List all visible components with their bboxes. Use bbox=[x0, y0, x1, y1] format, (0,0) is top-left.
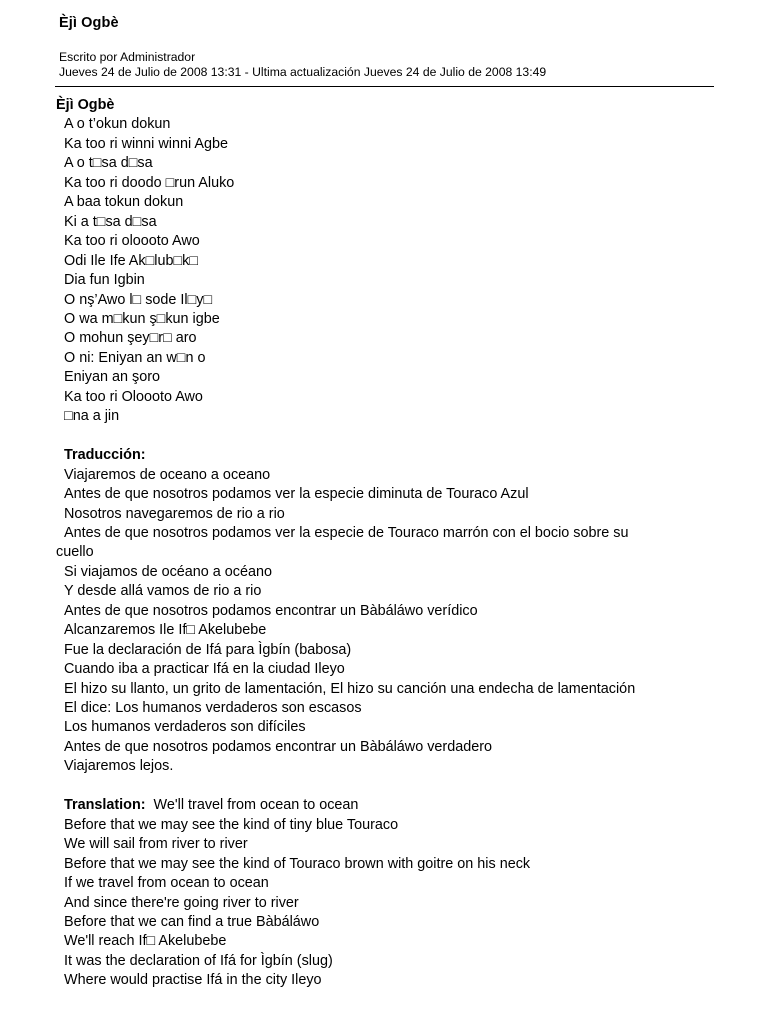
english-line: Before that we may see the kind of Touraco brown with goitre on his neck bbox=[64, 855, 531, 872]
verse-line: Odi Ile Ife Ak□lub□k□ bbox=[64, 252, 199, 269]
verse-line: Dia fun Igbin bbox=[64, 272, 145, 289]
date-line: Jueves 24 de Julio de 2008 13:31 - Ultima actualización Jueves 24 de Julio de 2008 13:49 bbox=[59, 65, 547, 79]
paragraph-gap bbox=[56, 427, 736, 446]
spanish-line: Fue la declaración de Ifá para Ìgbín (babosa) bbox=[64, 641, 352, 658]
english-line: If we travel from ocean to ocean bbox=[64, 875, 269, 892]
verse-line: A o t’okun dokun bbox=[64, 116, 171, 133]
spanish-line: Viajaremos de oceano a oceano bbox=[64, 466, 271, 483]
verse-line: O ni: Eniyan an w□n o bbox=[64, 349, 206, 366]
english-line: We'll reach If□ Akelubebe bbox=[64, 933, 227, 950]
spanish-line: El dice: Los humanos verdaderos son escasos bbox=[64, 700, 362, 717]
author-line: Escrito por Administrador bbox=[59, 50, 196, 64]
verse-line: O wa m□kun ş□kun igbe bbox=[64, 310, 220, 327]
article-body bbox=[56, 96, 736, 991]
verse-line: Ka too ri oloooto Awo bbox=[64, 233, 200, 250]
spanish-line: Si viajamos de océano a océano bbox=[64, 563, 273, 580]
spanish-line: Antes de que nosotros podamos ver la especie diminuta de Touraco Azul bbox=[64, 486, 529, 503]
verse-line: O mohun şey□r□ aro bbox=[64, 330, 197, 347]
document-title: Èjì Ogbè bbox=[59, 15, 119, 31]
english-heading: Translation: bbox=[64, 797, 146, 814]
verse-line: Ka too ri Oloooto Awo bbox=[64, 388, 203, 405]
spanish-line: Antes de que nosotros podamos ver la especie de Touraco marrón con el bocio sobre su bbox=[64, 524, 629, 541]
english-first-line bbox=[56, 796, 736, 815]
paragraph-gap bbox=[56, 777, 736, 796]
spanish-line: El hizo su llanto, un grito de lamentación, El hizo su canción una endecha de lamentación bbox=[64, 680, 636, 697]
verse-heading: Èjì Ogbè bbox=[56, 97, 115, 113]
spanish-heading: Traducción: bbox=[64, 447, 146, 464]
english-line: And since there're going river to river bbox=[64, 894, 299, 911]
spanish-line: Los humanos verdaderos son difíciles bbox=[64, 719, 306, 736]
english-line: Before that we can find a true Bàbáláwo bbox=[64, 914, 320, 930]
verse-line: Ka too ri winni winni Agbe bbox=[64, 135, 228, 152]
spanish-line-continuation: cuello bbox=[56, 544, 94, 561]
verse-line: Ki a t□sa d□sa bbox=[64, 213, 157, 230]
verse-line: □na a jin bbox=[64, 408, 120, 425]
spanish-line: Antes de que nosotros podamos encontrar un Bàbáláwo verídico bbox=[64, 602, 478, 619]
article-meta bbox=[59, 50, 546, 80]
verse-line: O nş’Awo l□ sode Il□y□ bbox=[64, 291, 213, 308]
english-line: Where would practise Ifá in the city Ileyo bbox=[64, 972, 322, 989]
verse-line: Eniyan an şoro bbox=[64, 369, 160, 386]
verse-line: A baa tokun dokun bbox=[64, 194, 184, 211]
spanish-line: Cuando iba a practicar Ifá en la ciudad Ileyo bbox=[64, 661, 345, 678]
spanish-line: Antes de que nosotros podamos encontrar un Bàbáláwo verdadero bbox=[64, 738, 493, 755]
spanish-line: Alcanzaremos Ile If□ Akelubebe bbox=[64, 622, 267, 639]
english-line: We will sail from river to river bbox=[64, 836, 248, 853]
header-divider bbox=[55, 86, 714, 87]
verse-line: A o t□sa d□sa bbox=[64, 155, 153, 172]
english-line: Before that we may see the kind of tiny blue Touraco bbox=[64, 816, 399, 833]
spanish-line: Viajaremos lejos. bbox=[64, 758, 174, 775]
spanish-line: Nosotros navegaremos de rio a rio bbox=[64, 505, 285, 522]
verse-line: Ka too ri doodo □run Aluko bbox=[64, 174, 235, 191]
english-line: We'll travel from ocean to ocean bbox=[145, 797, 359, 814]
english-line: It was the declaration of Ifá for Ìgbín (slug) bbox=[64, 952, 333, 969]
spanish-line: Y desde allá vamos de rio a rio bbox=[64, 583, 262, 600]
